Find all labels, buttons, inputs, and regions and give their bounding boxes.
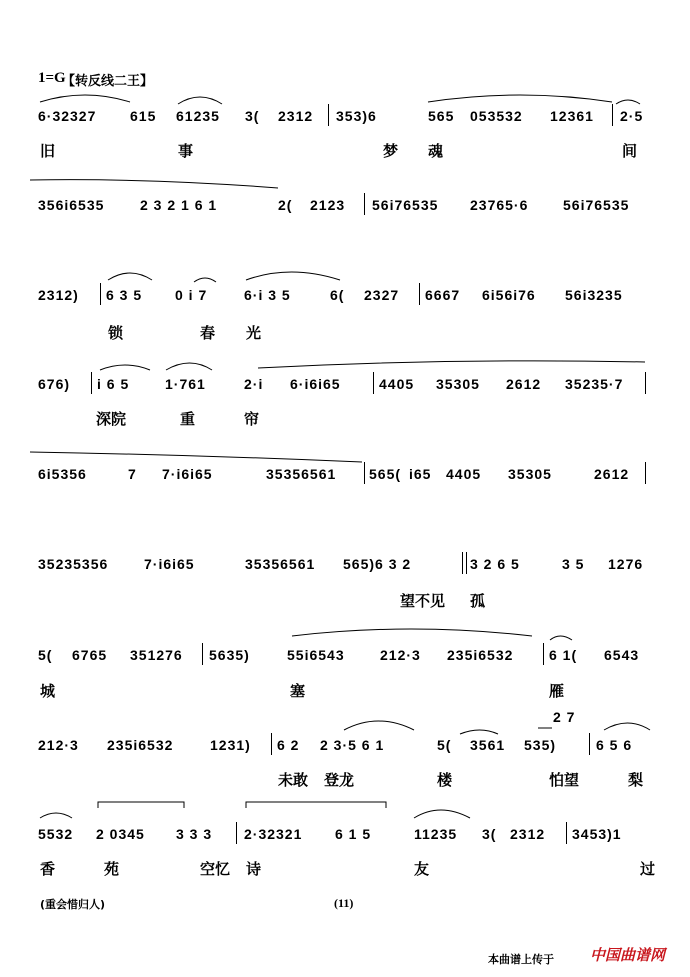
slur (30, 180, 278, 188)
note-group: 1276 (608, 556, 644, 572)
note-group: 6( (330, 287, 345, 303)
note-group: i65 (409, 466, 432, 482)
lyric: 深院 (96, 410, 127, 428)
lyric: 塞 (290, 682, 306, 700)
slur (166, 363, 212, 370)
lyric: 苑 (104, 860, 120, 878)
lyric: 重 (180, 410, 196, 428)
note-group: 4405 (379, 376, 415, 392)
slur (108, 273, 152, 280)
note-group: 212·3 (380, 647, 421, 663)
lyric: 光 (246, 324, 262, 342)
note-group: 3( (482, 826, 497, 842)
slur (40, 95, 130, 102)
note-group: 2·5 (620, 108, 644, 124)
note-group: 1231) (210, 737, 251, 753)
bracket (246, 802, 386, 808)
slur (428, 95, 612, 102)
note-group: 6765 (72, 647, 108, 663)
note-group: 6 5 6 (596, 737, 633, 753)
note-group: 2( (278, 197, 293, 213)
note-group: 0 i 7 (175, 287, 208, 303)
note-group: 535) (524, 737, 557, 753)
note-group: 2 0345 (96, 826, 145, 842)
lyric: 友 (414, 860, 430, 878)
note-group: 3561 (470, 737, 506, 753)
bracket (98, 802, 184, 808)
note-group: 5532 (38, 826, 74, 842)
lyric: 孤 (470, 592, 486, 610)
note-group: 2327 (364, 287, 400, 303)
upload-notice: 本曲谱上传于 (488, 953, 554, 966)
note-group: 1·761 (165, 376, 206, 392)
lyric: 魂 (428, 142, 444, 160)
note-group: 35305 (436, 376, 480, 392)
note-group: 56i76535 (563, 197, 630, 213)
note-group: 2·32321 (244, 826, 303, 842)
note-group: 5( (437, 737, 452, 753)
lyric: 旧 (40, 142, 56, 160)
note-group: 35356561 (266, 466, 337, 482)
note-group: 356i6535 (38, 197, 105, 213)
note-group: 565( (369, 466, 402, 482)
slur (550, 636, 572, 640)
slur (178, 97, 222, 104)
lyric: 未敢 (278, 771, 309, 789)
note-group: 35235356 (38, 556, 109, 572)
note-group: 6 3 5 (106, 287, 143, 303)
note-group: 353)6 (336, 108, 377, 124)
page-number: (11) (334, 896, 354, 910)
slur (246, 272, 340, 280)
note-group: i 6 5 (97, 376, 130, 392)
note-group: 5( (38, 647, 53, 663)
note-group: 6543 (604, 647, 640, 663)
lyric: 登龙 (324, 771, 355, 789)
slur (460, 730, 498, 734)
note-group: 6 2 (277, 737, 300, 753)
note-group: 12361 (550, 108, 594, 124)
note-group: 4405 (446, 466, 482, 482)
note-group: 61235 (176, 108, 220, 124)
lyric: 梨 (628, 771, 644, 789)
lyric: 锁 (108, 324, 124, 342)
note-group: 35356561 (245, 556, 316, 572)
note-group: 565 (428, 108, 455, 124)
note-group: 2 3·5 6 1 (320, 737, 385, 753)
slur (414, 810, 470, 818)
lyric: 望不见 (400, 592, 446, 610)
note-group: 676) (38, 376, 71, 392)
note-group: 55i6543 (287, 647, 345, 663)
note-group: 35305 (508, 466, 552, 482)
lyric: 帘 (244, 410, 260, 428)
note-group: 56i3235 (565, 287, 623, 303)
note-group: 351276 (130, 647, 183, 663)
note-group: 23765·6 (470, 197, 529, 213)
key-signature: 1=G (38, 70, 66, 86)
note-group: 6i56i76 (482, 287, 536, 303)
lyric: 城 (40, 682, 56, 700)
note-group: 7 (128, 466, 137, 482)
note-group: 6 1 5 (335, 826, 372, 842)
note-group: 3 3 3 (176, 826, 213, 842)
note-group: 2 3 2 1 6 1 (140, 197, 218, 213)
slur (344, 721, 414, 730)
note-group: 6667 (425, 287, 461, 303)
note-group: 7·i6i65 (162, 466, 213, 482)
note-group: 6 1( (549, 647, 578, 663)
note-group: 235i6532 (447, 647, 514, 663)
note-group: 2312 (510, 826, 546, 842)
note-group: 2312 (278, 108, 314, 124)
note-group: 212·3 (38, 737, 79, 753)
note-group: 6·i6i65 (290, 376, 341, 392)
slur (616, 100, 640, 104)
note-group: 2312) (38, 287, 79, 303)
note-group: 2123 (310, 197, 346, 213)
lyric: 诗 (246, 860, 262, 878)
note-group: 2·i (244, 376, 264, 392)
note-group: 35235·7 (565, 376, 624, 392)
lyric: 春 (200, 324, 216, 342)
note-group: 2612 (506, 376, 542, 392)
site-logo: 中国曲谱网 (590, 946, 666, 964)
lyric: 楼 (437, 771, 453, 789)
note-group: 11235 (414, 826, 458, 842)
lyric: 间 (622, 142, 638, 160)
lyric: 香 (40, 860, 56, 878)
lyric: 怕望 (549, 771, 580, 789)
note-group: 3453)1 (572, 826, 622, 842)
note-group: 6·32327 (38, 108, 97, 124)
note-group: 7·i6i65 (144, 556, 195, 572)
note-group: 3 5 (562, 556, 585, 572)
slur (292, 629, 532, 636)
slur (30, 452, 362, 462)
note-group: 2612 (594, 466, 630, 482)
note-group: 3 2 6 5 (470, 556, 520, 572)
note-group: 6·i 3 5 (244, 287, 291, 303)
lyric: 事 (178, 142, 194, 160)
note-group: 615 (130, 108, 157, 124)
slur (258, 361, 645, 368)
lyric: 过 (640, 860, 656, 878)
note-group: 6i5356 (38, 466, 87, 482)
slur (604, 723, 650, 730)
lyric: 雁 (549, 682, 565, 700)
slur (40, 813, 72, 818)
note-group: 565)6 3 2 (343, 556, 412, 572)
song-title: (重会惜归人) (40, 898, 106, 911)
note-group: 053532 (470, 108, 523, 124)
upper-note-group: 2 7 (553, 709, 576, 725)
lyric: 空忆 (200, 860, 231, 878)
slur (194, 278, 216, 282)
note-group: 235i6532 (107, 737, 174, 753)
mode-label: 【转反线二王】 (62, 74, 154, 89)
note-group: 5635) (209, 647, 250, 663)
note-group: 56i76535 (372, 197, 439, 213)
slur (100, 365, 150, 370)
note-group: 3( (245, 108, 260, 124)
lyric: 梦 (383, 142, 399, 160)
